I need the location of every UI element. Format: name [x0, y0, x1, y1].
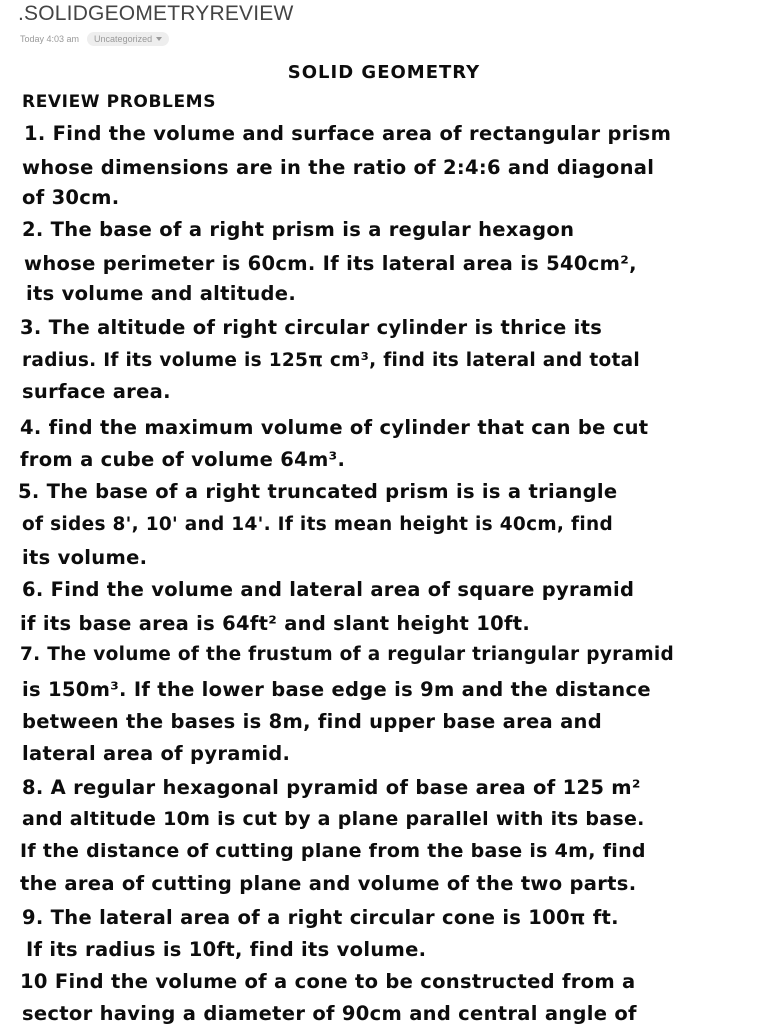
problem-line: 6. Find the volume and lateral area of square pyramid	[22, 578, 635, 601]
problem-line: and altitude 10m is cut by a plane parallel with its base.	[22, 808, 645, 830]
problem-line: 4. find the maximum volume of cylinder that can be cut	[20, 416, 649, 439]
handwritten-page	[0, 58, 768, 1024]
problem-line: if its base area is 64ft² and slant height 10ft.	[20, 612, 531, 635]
problem-line: 7. The volume of the frustum of a regular triangular pyramid	[20, 644, 675, 665]
note-title[interactable]: .SOLIDGEOMETRYREVIEW	[18, 2, 294, 25]
problem-line: 3. The altitude of right circular cylinder is thrice its	[20, 316, 603, 339]
problem-line: whose perimeter is 60cm. If its lateral area is 540cm²,	[24, 252, 637, 275]
document-heading: SOLID GEOMETRY	[287, 62, 481, 83]
problem-line: 9. The lateral area of a right circular cone is 100π ft.	[22, 906, 619, 929]
problem-line: sector having a diameter of 90cm and central angle of	[22, 1002, 637, 1024]
problem-line: 1. Find the volume and surface area of rectangular prism	[24, 122, 672, 145]
problem-line: 10 Find the volume of a cone to be constructed from a	[20, 970, 636, 993]
problem-line: If the distance of cutting plane from the base is 4m, find	[20, 840, 646, 862]
problem-line: If its radius is 10ft, find its volume.	[26, 938, 427, 961]
problem-line: its volume.	[22, 546, 148, 569]
problem-line: radius. If its volume is 125π cm³, find its lateral and total	[22, 350, 641, 371]
note-timestamp: Today 4:03 am	[20, 34, 80, 44]
problem-line: its volume and altitude.	[26, 282, 297, 305]
problem-line: of 30cm.	[22, 186, 120, 209]
problem-line: whose dimensions are in the ratio of 2:4:6 and diagonal	[22, 156, 655, 179]
problem-line: between the bases is 8m, find upper base area and	[22, 710, 602, 733]
problem-line: of sides 8', 10' and 14'. If its mean height is 40cm, find	[22, 514, 613, 535]
problem-line: the area of cutting plane and volume of the two parts.	[20, 872, 637, 895]
problem-line: lateral area of pyramid.	[22, 742, 291, 765]
chevron-down-icon	[156, 37, 162, 41]
note-header	[0, 0, 768, 58]
problem-line: 2. The base of a right prism is a regular hexagon	[22, 218, 575, 241]
problem-line: is 150m³. If the lower base edge is 9m and the distance	[22, 678, 651, 701]
problem-line: 5. The base of a right truncated prism is is a triangle	[18, 480, 618, 503]
category-dropdown[interactable]	[87, 32, 169, 46]
problem-line: from a cube of volume 64m³.	[20, 448, 346, 471]
category-label: Uncategorized	[94, 34, 153, 44]
problem-line: surface area.	[22, 380, 171, 403]
document-subheading: REVIEW PROBLEMS	[22, 92, 217, 112]
problem-line: 8. A regular hexagonal pyramid of base area of 125 m²	[22, 776, 641, 799]
note-meta	[20, 32, 169, 46]
